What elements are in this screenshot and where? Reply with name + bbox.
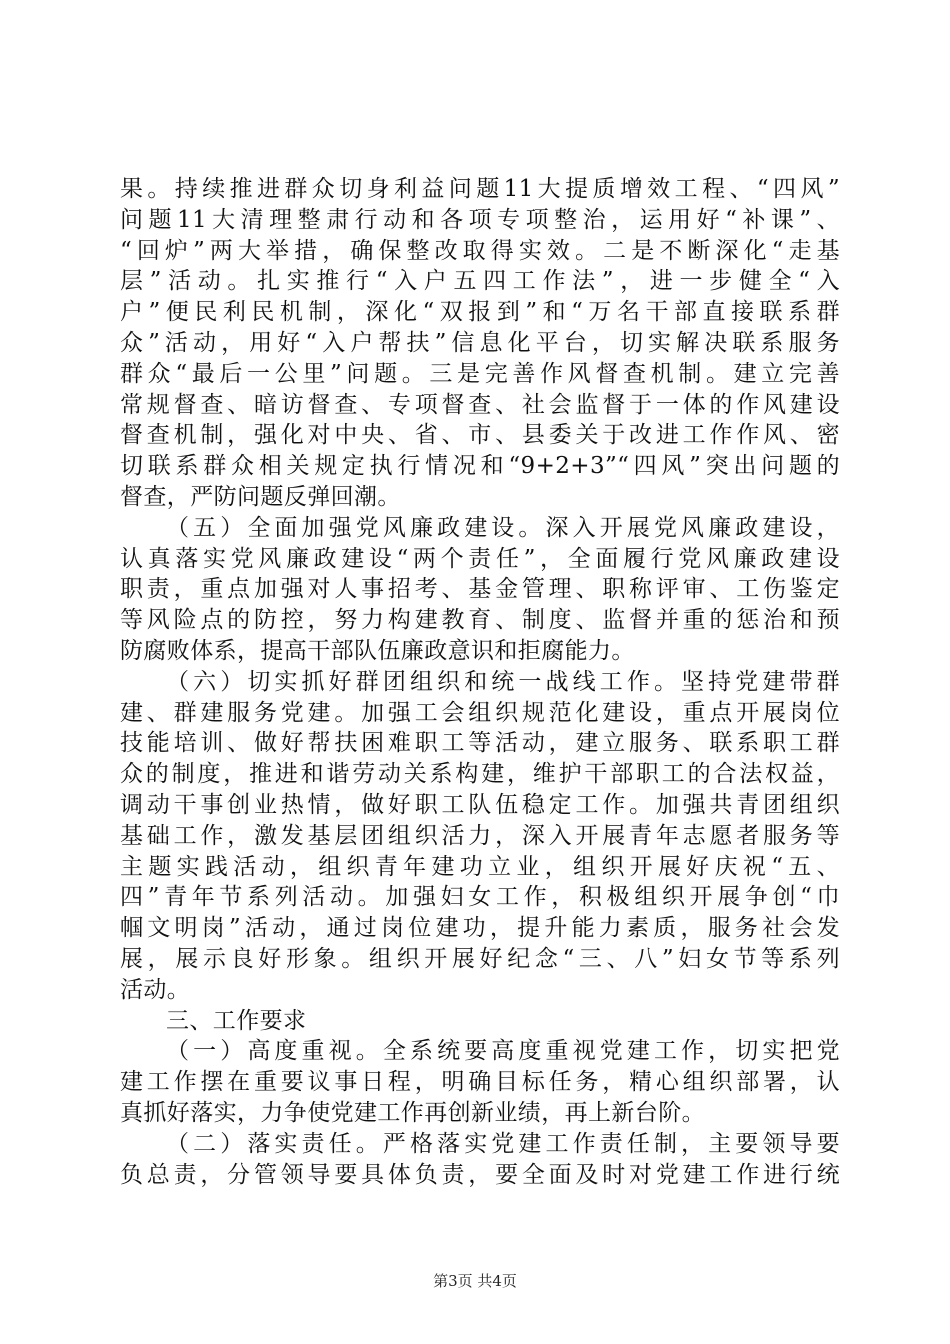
- text-line: 四”青年节系列活动。加强妇女工作，积极组织开展争创“巾: [120, 884, 840, 911]
- text-line: 防腐败体系，提高干部队伍廉政意识和拒腐能力。: [120, 637, 635, 664]
- section-heading-5: （五）全面加强党风廉政建设。深入开展党风廉政建设，: [166, 514, 840, 541]
- chapter-heading: 三、工作要求: [166, 1007, 307, 1034]
- text-line: 帼文明岗”活动，通过岗位建功，提升能力素质，服务社会发: [120, 915, 840, 942]
- text-line: 众”活动，用好“入户帮扶”信息化平台，切实解决联系服务: [120, 329, 840, 356]
- document-body: [120, 174, 840, 1190]
- text-line: 众的制度，推进和谐劳动关系构建，维护干部职工的合法权益，: [120, 761, 840, 788]
- text-line: “回炉”两大举措，确保整改取得实效。二是不断深化“走基: [120, 237, 840, 264]
- text-line: 层”活动。扎实推行“入户五四工作法”，进一步健全“入: [120, 268, 840, 295]
- text-line: 展，展示良好形象。组织开展好纪念“三、八”妇女节等系列: [120, 945, 840, 972]
- page-number-footer: 第3页 共4页: [433, 1272, 517, 1290]
- text-line: 果。持续推进群众切身利益问题11大提质增效工程、“四风”: [120, 176, 840, 202]
- text-line: 户”便民利民机制，深化“双报到”和“万名干部直接联系群: [120, 299, 840, 326]
- text-line: 调动干事创业热情，做好职工队伍稳定工作。加强共青团组织: [120, 791, 840, 818]
- text-line: 建、群建服务党建。加强工会组织规范化建设，重点开展岗位: [120, 699, 840, 726]
- text-line: 问题11大清理整肃行动和各项专项整治，运用好“补课”、: [120, 206, 840, 233]
- section-heading-6: （六）切实抓好群团组织和统一战线工作。坚持党建带群: [166, 668, 840, 695]
- text-line: 职责，重点加强对人事招考、基金管理、职称评审、工伤鉴定: [120, 576, 840, 603]
- text-line: 群众“最后一公里”问题。三是完善作风督查机制。建立完善: [120, 360, 840, 387]
- text-line: 等风险点的防控，努力构建教育、制度、监督并重的惩治和预: [120, 607, 840, 634]
- text-line: 技能培训、做好帮扶困难职工等活动，建立服务、联系职工群: [120, 730, 840, 757]
- text-line: 建工作摆在重要议事日程，明确目标任务，精心组织部署，认: [120, 1069, 840, 1096]
- text-line: 认真落实党风廉政建设“两个责任”，全面履行党风廉政建设: [120, 545, 840, 572]
- text-line: 切联系群众相关规定执行情况和“9+2+3”“四风”突出问题的: [120, 453, 840, 480]
- text-line: 真抓好落实，力争使党建工作再创新业绩，再上新台阶。: [120, 1099, 705, 1126]
- section-heading-2: （二）落实责任。严格落实党建工作责任制，主要领导要: [166, 1130, 840, 1157]
- text-line: 负总责，分管领导要具体负责，要全面及时对党建工作进行统: [120, 1161, 840, 1188]
- text-line: 常规督查、暗访督查、专项督查、社会监督于一体的作风建设: [120, 391, 840, 418]
- text-line: 督查机制，强化对中央、省、市、县委关于改进工作作风、密: [120, 422, 840, 449]
- text-line: 主题实践活动，组织青年建功立业，组织开展好庆祝“五、: [120, 853, 840, 880]
- section-heading-1: （一）高度重视。全系统要高度重视党建工作，切实把党: [166, 1038, 840, 1065]
- text-line: 督查，严防问题反弹回潮。: [120, 483, 401, 510]
- text-line: 基础工作，激发基层团组织活力，深入开展青年志愿者服务等: [120, 822, 840, 849]
- text-line: 活动。: [120, 976, 191, 1003]
